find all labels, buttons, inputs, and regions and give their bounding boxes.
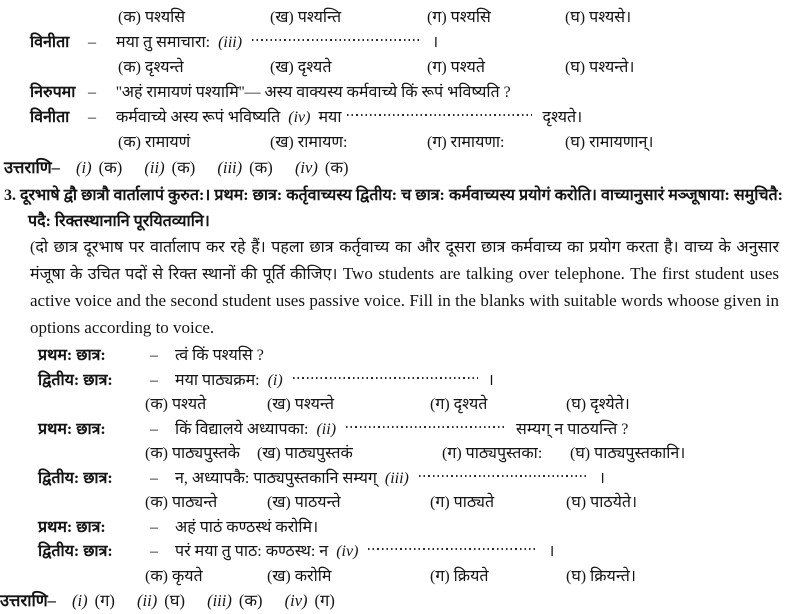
- dialogue-text: [175, 369, 787, 394]
- option-ga: (ग) क्रियते: [430, 567, 489, 585]
- dialogue-post: ।: [487, 371, 494, 389]
- answer-number: (ii): [137, 591, 158, 610]
- question-number: 3.: [4, 187, 16, 204]
- dash-separator: –: [150, 469, 158, 487]
- answer-pair: [76, 158, 122, 177]
- dialogue-text: [116, 105, 787, 130]
- option-gha: (घ) पाठयेते।: [566, 494, 638, 511]
- dotted-blank: [252, 39, 422, 41]
- option-ga: (ग) पश्यते: [427, 59, 485, 76]
- dotted-blank: [419, 475, 589, 477]
- answer-pair: [217, 158, 272, 177]
- option-ga: (ग) रामायणा:: [427, 134, 505, 151]
- dialogue-text: [175, 516, 787, 541]
- answer-value: (क): [238, 591, 263, 610]
- answer-pair: [295, 158, 349, 177]
- answers-label: उत्तराणि–: [0, 591, 56, 610]
- answer-number: (ii): [144, 158, 165, 177]
- dash-separator: –: [150, 371, 158, 389]
- option-gha: (घ) दृश्येते।: [566, 396, 630, 413]
- option-gha: (घ) पश्यन्ते।: [565, 59, 635, 76]
- dialogue-text: [175, 418, 787, 443]
- answer-value: (क): [324, 158, 349, 177]
- answer-value: (क): [249, 158, 273, 177]
- dialogue-line: [0, 540, 787, 565]
- blank-number: (iv): [336, 543, 359, 560]
- dialogue-pre: न, अध्यापकै: पाठ्यपुस्तकानि सम्यग्: [175, 469, 377, 487]
- speaker-label: द्वितीय: छात्र:: [38, 543, 113, 560]
- answer-value: (ग): [94, 591, 115, 610]
- option-kha: (ख) रामायण:: [270, 134, 348, 151]
- answer-value: (ग): [314, 591, 335, 610]
- option-kha: (ख) पश्यन्ति: [270, 9, 342, 26]
- option-kha: (ख) करोमि: [267, 567, 332, 585]
- dialogue-text: [175, 467, 787, 492]
- dialogue-line: [0, 467, 787, 492]
- answers-line: [0, 589, 787, 614]
- option-gha: (घ) क्रियन्ते।: [566, 567, 636, 585]
- dialogue-line: [0, 105, 787, 130]
- answer-number: (i): [76, 158, 92, 177]
- option-ga: (ग) पाठ्यपुस्तका:: [442, 445, 543, 462]
- dotted-blank: [347, 114, 532, 116]
- speaker-label: द्वितीय: छात्र:: [38, 371, 113, 389]
- option-ka: (क) दृश्यन्ते: [118, 59, 184, 76]
- dialogue-text: [116, 30, 787, 55]
- option-gha: (घ) पाठ्यपुस्तकानि।: [570, 445, 686, 462]
- answer-value: (क): [171, 158, 196, 177]
- answer-pair: [144, 158, 195, 177]
- question-heading-text: दूरभाषे द्वौ छात्रौ वार्तालापं कुरुत:। प्रथम: छात्र: कर्तृवाच्यस्य द्वितीय: च छात्र: कर्मवाच्यस्य प्रयोगं करोति। वाच्यानुसारं मञ्जूषाया: समुचितै: पदै: रिक्तस्थानानि पूरयितव्यानि।: [20, 187, 783, 230]
- dialogue-post: ।: [432, 34, 439, 51]
- dash-separator: –: [150, 420, 158, 438]
- dialogue-line: [0, 80, 787, 105]
- dash-separator: –: [88, 84, 96, 101]
- option-ka: (क) पश्यसि: [118, 9, 186, 26]
- speaker-label: प्रथम: छात्र:: [38, 420, 106, 438]
- options-row: [118, 130, 787, 155]
- speaker-label: द्वितीय: छात्र:: [38, 469, 113, 487]
- options-row: [118, 55, 787, 80]
- option-kha: (ख) पाठ्यपुस्तकं: [257, 445, 353, 462]
- answer-pair: [285, 591, 335, 610]
- dialogue-line: [0, 344, 787, 369]
- option-gha: (घ) रामायणान्।: [565, 134, 654, 151]
- answer-pair: [72, 591, 115, 610]
- speaker-label: निरुपमा: [30, 84, 76, 101]
- dash-separator: –: [150, 543, 158, 560]
- dialogue-post: ।: [548, 543, 555, 560]
- answer-number: (iii): [207, 591, 232, 610]
- answer-number: (i): [72, 591, 88, 610]
- answer-number: (iii): [217, 158, 243, 177]
- answers-line: [0, 155, 787, 180]
- blank-number: (iii): [218, 34, 243, 51]
- option-kha: (ख) पश्यन्ते: [267, 396, 334, 413]
- answer-value: (घ): [164, 591, 185, 610]
- dialogue-post: ।: [598, 469, 605, 487]
- dialogue-pre: अहं पाठं कण्ठस्थं करोमि।: [175, 518, 319, 536]
- answers-label: उत्तराणि–: [4, 158, 60, 177]
- dotted-blank: [346, 426, 506, 428]
- option-kha: (ख) पाठयन्ते: [267, 494, 341, 511]
- dotted-blank: [368, 548, 538, 550]
- dialogue-pre: परं मया तु पाठ: कण्ठस्थ: न: [175, 543, 329, 560]
- question-3-section: [0, 183, 787, 614]
- blank-number: (iii): [384, 469, 409, 487]
- options-row: [145, 393, 787, 418]
- blank-number: (iv): [288, 109, 311, 126]
- dialogue-pre: मया तु समाचारा:: [116, 34, 211, 51]
- option-ga: (ग) पाठ्यते: [430, 494, 495, 511]
- dash-separator: –: [88, 34, 96, 51]
- dialogue-mid: मया: [318, 109, 342, 126]
- option-ka: (क) पाठ्यन्ते: [145, 494, 218, 511]
- answer-number: (iv): [284, 591, 308, 610]
- options-row: [145, 491, 787, 516]
- dash-separator: –: [88, 109, 96, 126]
- speaker-label: विनीता: [30, 109, 70, 126]
- hindi-instruction: (दो छात्र दूरभाष पर वार्तालाप कर रहे हैं। पहला छात्र कर्तृवाच्य का और दूसरा छात्र कर्मवाच्य का प्रयोग करता है। वाच्य के अनुसार मंजूषा के उचित पदों से रिक्त स्थानों की पूर्ति कीजिए।: [30, 239, 779, 283]
- dialogue-line: [0, 516, 787, 541]
- dialogue-pre: कर्मवाच्ये अस्य रूपं भविष्यति: [116, 109, 281, 126]
- english-instruction: Two students are talking over telephone. The first student uses active voice and the second student uses passive voice. Fill in the blanks with suitable words whoose given in options according to voice.: [30, 264, 780, 337]
- blank-number: (i): [267, 371, 283, 389]
- dash-separator: –: [150, 518, 158, 536]
- dialogue-text: [116, 80, 787, 105]
- dialogue-line: [0, 369, 787, 394]
- speaker-label: विनीता: [30, 34, 70, 51]
- dialogue-post: दृश्यते।: [542, 109, 583, 126]
- option-ga: (ग) दृश्यते: [430, 396, 488, 413]
- dialogue-text: [175, 540, 787, 565]
- dialogue-text: [175, 344, 787, 369]
- speaker-label: प्रथम: छात्र:: [38, 518, 106, 536]
- question-heading: [4, 183, 783, 234]
- dialogue-pre: त्वं किं पश्यसि ?: [175, 347, 264, 364]
- option-ka: (क) रामायणं: [118, 134, 191, 151]
- dialogue-post: सम्यग् न पाठयन्ति ?: [516, 420, 629, 438]
- option-ka: (क) पाठ्यपुस्तके: [145, 445, 240, 462]
- option-ka: (क) पश्यते: [145, 396, 207, 413]
- speaker-label: प्रथम: छात्र:: [38, 347, 106, 364]
- option-ka: (क) कृयते: [145, 567, 203, 585]
- answer-pair: [207, 591, 262, 610]
- options-row: [145, 442, 787, 467]
- answer-value: (क): [98, 158, 123, 177]
- answer-pair: [137, 591, 185, 610]
- option-kha: (ख) दृश्यते: [270, 59, 332, 76]
- answer-number: (iv): [294, 158, 318, 177]
- blank-number: (ii): [316, 420, 337, 438]
- instruction-paragraph: [30, 235, 779, 342]
- dialogue-pre: किं विद्यालये अध्यापका:: [175, 420, 309, 438]
- dialogue-line: [0, 30, 787, 55]
- options-row: [145, 565, 787, 590]
- dash-separator: –: [150, 347, 158, 364]
- dialogue-pre: मया पाठ्यक्रम:: [175, 371, 260, 389]
- dotted-blank: [293, 377, 478, 379]
- dialogue-pre: ''अहं रामायणं पश्यामि''— अस्य वाक्यस्य कर्मवाच्ये किं रूपं भविष्यति ?: [116, 84, 511, 101]
- dialogue-line: [0, 418, 787, 443]
- options-row: [118, 5, 787, 30]
- option-ga: (ग) पश्यसि: [427, 9, 491, 26]
- option-gha: (घ) पश्यसे।: [565, 9, 632, 26]
